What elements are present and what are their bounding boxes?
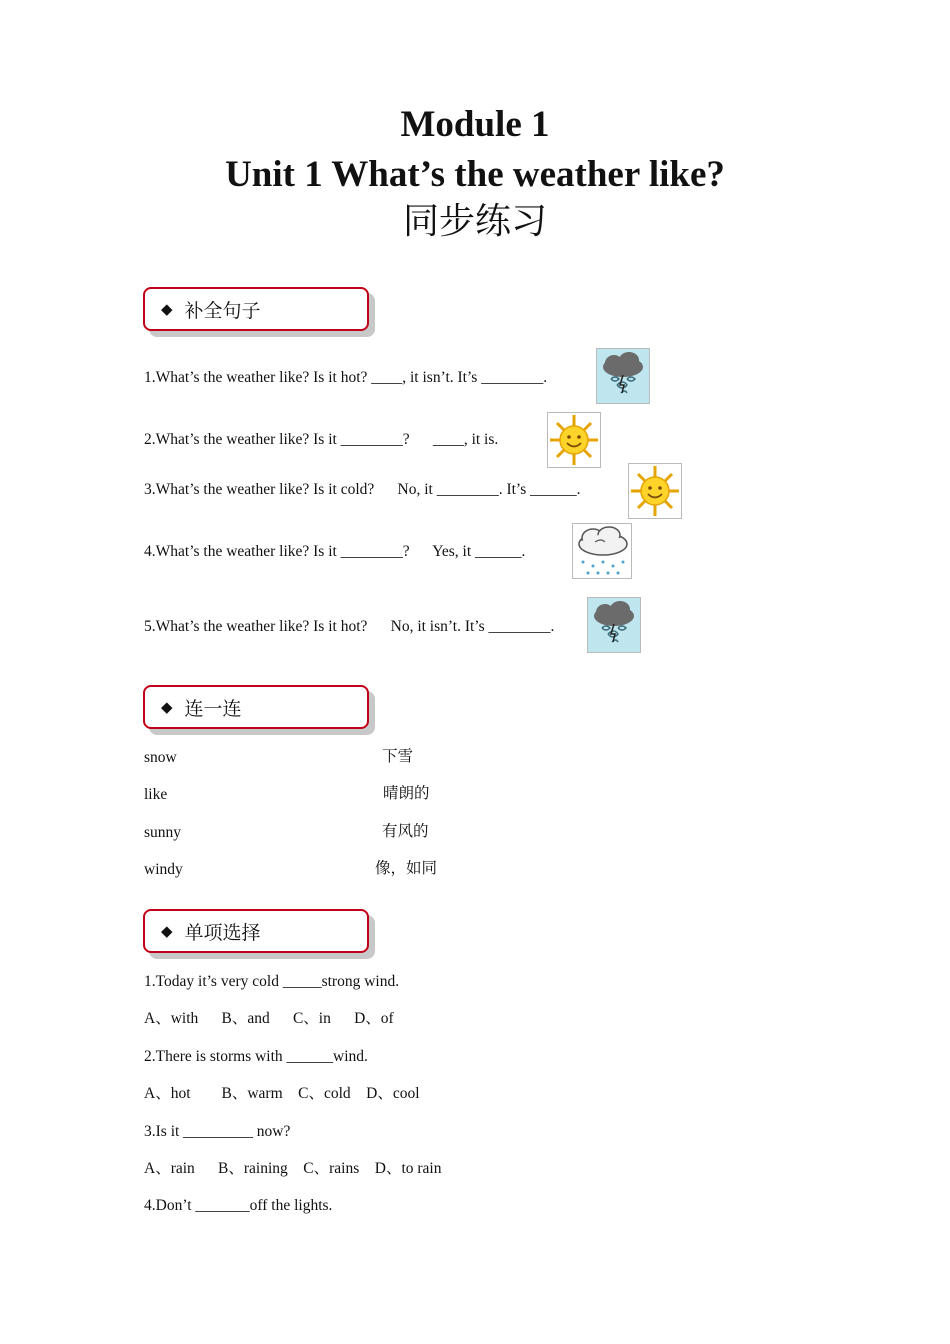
unit-title: Unit 1 What’s the weather like? bbox=[225, 154, 725, 195]
module-title: Module 1 bbox=[400, 104, 550, 145]
match-word-1: snow bbox=[144, 749, 177, 766]
match-meaning-3: 有风的 bbox=[382, 822, 429, 840]
choice-question-1: 1.Today it’s very cold _____strong wind. bbox=[144, 973, 400, 990]
section-label: 连一连 bbox=[184, 697, 242, 720]
storm-cloud-icon bbox=[596, 348, 650, 404]
sun-icon bbox=[547, 412, 601, 468]
choice-options-2: A、hot B、warm C、cold D、cool bbox=[144, 1085, 420, 1102]
diamond-bullet-icon: ◆ bbox=[161, 922, 173, 940]
choice-options-3: A、rain B、raining C、rains D、to rain bbox=[144, 1160, 442, 1177]
match-word-3: sunny bbox=[144, 824, 182, 841]
section-header-match bbox=[143, 685, 369, 729]
fill-question-3: 3.What’s the weather like? Is it cold? No, it ________. It’s ______. bbox=[144, 481, 581, 498]
match-meaning-1: 下雪 bbox=[382, 747, 414, 765]
page-subtitle: 同步练习 bbox=[402, 201, 547, 242]
section-label: 补全句子 bbox=[184, 299, 261, 322]
match-word-2: like bbox=[144, 786, 168, 803]
choice-options-1: A、with B、and C、in D、of bbox=[144, 1010, 394, 1027]
section-label: 单项选择 bbox=[184, 921, 261, 944]
rain-cloud-icon bbox=[572, 523, 632, 579]
fill-question-2: 2.What’s the weather like? Is it ________? ____, it is. bbox=[144, 431, 499, 448]
section-header-choice bbox=[143, 909, 369, 953]
diamond-bullet-icon: ◆ bbox=[161, 300, 173, 318]
match-word-4: windy bbox=[144, 861, 183, 878]
fill-question-1: 1.What’s the weather like? Is it hot? ____, it isn’t. It’s ________. bbox=[144, 369, 548, 386]
fill-question-5: 5.What’s the weather like? Is it hot? No, it isn’t. It’s ________. bbox=[144, 618, 555, 635]
sun-icon bbox=[628, 463, 682, 519]
storm-cloud-icon bbox=[587, 597, 641, 653]
choice-question-4: 4.Don’t _______off the lights. bbox=[144, 1197, 333, 1214]
choice-question-2: 2.There is storms with ______wind. bbox=[144, 1048, 368, 1065]
diamond-bullet-icon: ◆ bbox=[161, 698, 173, 716]
section-header-fill bbox=[143, 287, 369, 331]
fill-question-4: 4.What’s the weather like? Is it ________? Yes, it ______. bbox=[144, 543, 526, 560]
choice-question-3: 3.Is it _________ now? bbox=[144, 1123, 291, 1140]
match-meaning-2: 晴朗的 bbox=[383, 784, 430, 802]
match-meaning-4: 像，如同 bbox=[375, 859, 438, 877]
